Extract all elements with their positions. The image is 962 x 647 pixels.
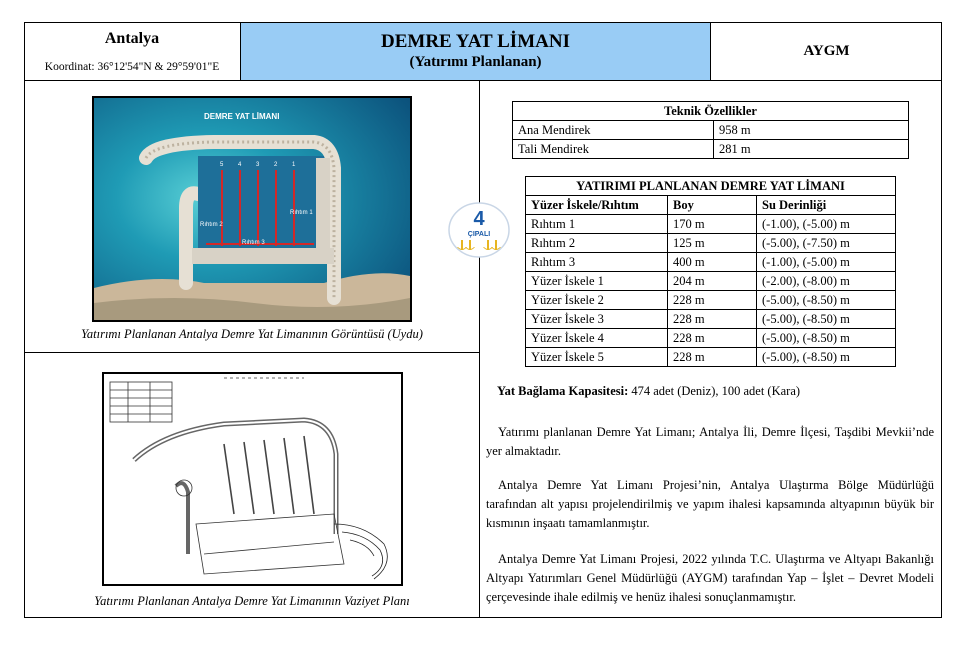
table-cell: (-5.00), (-8.50) m xyxy=(757,291,896,310)
page-title: DEMRE YAT LİMANI xyxy=(381,31,570,52)
site-plan-image xyxy=(102,372,403,586)
pier-number-5: 5 xyxy=(220,162,224,168)
table-row xyxy=(526,310,896,329)
table-row xyxy=(526,348,896,367)
table-row xyxy=(526,253,896,272)
table-cell: Yüzer İskele 1 xyxy=(526,272,668,291)
site-plan-drawing xyxy=(104,374,401,584)
left-row-divider xyxy=(24,352,480,353)
capacity-value: 474 adet (Deniz), 100 adet (Kara) xyxy=(628,384,801,398)
table-cell: (-5.00), (-8.50) m xyxy=(757,310,896,329)
table-cell: 228 m xyxy=(668,310,757,329)
rihtim-1-label: Rıhtım 1 xyxy=(290,210,313,216)
satellite-caption: Yatırımı Planlanan Antalya Demre Yat Limanının Görüntüsü (Uydu) xyxy=(81,327,423,341)
tech-specs-title: Teknik Özellikler xyxy=(513,102,909,121)
rihtim-3-label: Rıhtım 3 xyxy=(242,240,265,246)
column-header: Boy xyxy=(668,196,757,215)
logo-text: ÇIPALI xyxy=(467,231,491,238)
table-cell: (-5.00), (-8.50) m xyxy=(757,329,896,348)
table-row xyxy=(526,234,896,253)
table-cell: (-2.00), (-8.00) m xyxy=(757,272,896,291)
location-name: Antalya xyxy=(104,30,160,47)
table-row xyxy=(526,291,896,310)
table-row xyxy=(513,140,909,159)
table-cell: (-5.00), (-7.50) m xyxy=(757,234,896,253)
table-cell: 204 m xyxy=(668,272,757,291)
table-cell: 958 m xyxy=(714,121,909,140)
pier-number-1: 1 xyxy=(292,162,296,168)
cipali-logo xyxy=(447,201,511,259)
table-cell: 228 m xyxy=(668,291,757,310)
table-row xyxy=(526,177,896,196)
rihtim-2-label: Rıhtım 2 xyxy=(200,222,223,228)
table-cell: 170 m xyxy=(668,215,757,234)
table-row xyxy=(526,215,896,234)
anchor-logo-icon xyxy=(447,201,511,259)
column-divider xyxy=(479,80,480,618)
table-row xyxy=(526,272,896,291)
pier-number-4: 4 xyxy=(238,162,242,168)
pier-number-3: 3 xyxy=(256,162,260,168)
table-cell: (-1.00), (-5.00) m xyxy=(757,215,896,234)
table-cell: 400 m xyxy=(668,253,757,272)
table-row xyxy=(513,121,909,140)
table-cell: 125 m xyxy=(668,234,757,253)
site-plan-caption: Yatırımı Planlanan Antalya Demre Yat Limanının Vaziyet Planı xyxy=(94,594,410,608)
capacity-line xyxy=(497,384,937,399)
agency-name: AYGM xyxy=(803,43,850,59)
table-row xyxy=(513,102,909,121)
table-cell: (-5.00), (-8.50) m xyxy=(757,348,896,367)
table-cell: (-1.00), (-5.00) m xyxy=(757,253,896,272)
capacity-label: Yat Bağlama Kapasitesi: xyxy=(497,384,629,398)
paragraph-infrastructure: Antalya Demre Yat Limanı Projesi’nin, Antalya Ulaştırma Bölge Müdürlüğü tarafından alt yapısı projelendirilmiş ve yapım ihalesi kapsamında altyapının büyük bir kısmının inşaatı tamamlanmıştır. xyxy=(486,478,934,530)
table-header-row xyxy=(526,196,896,215)
paragraph-location: Yatırımı planlanan Demre Yat Limanı; Antalya İli, Demre İlçesi, Taşdibi Mevkii’nde yer almaktadır. xyxy=(486,425,934,458)
column-header: Su Derinliği xyxy=(757,196,896,215)
table-cell: Yüzer İskele 3 xyxy=(526,310,668,329)
pier-number-2: 2 xyxy=(274,162,278,168)
satellite-image xyxy=(92,96,412,322)
column-header: Yüzer İskele/Rıhtım xyxy=(526,196,668,215)
table-cell: Yüzer İskele 4 xyxy=(526,329,668,348)
paragraph-tender: Antalya Demre Yat Limanı Projesi, 2022 yılında T.C. Ulaştırma ve Altyapı Bakanlığı Altyapı Yatırımları Genel Müdürlüğü (AYGM) tarafından Yap – İşlet – Devret Modeli çerçevesinde ihale edilmiş ve henüz ihalesi sonuçlanmamıştır. xyxy=(486,552,934,604)
header-divider xyxy=(24,80,942,81)
table-cell: 281 m xyxy=(714,140,909,159)
planned-harbour-title: YATIRIMI PLANLANAN DEMRE YAT LİMANI xyxy=(526,177,896,196)
page-subtitle: (Yatırımı Planlanan) xyxy=(409,54,542,70)
table-cell: 228 m xyxy=(668,348,757,367)
tech-specs-table xyxy=(512,101,909,159)
table-cell: Ana Mendirek xyxy=(513,121,714,140)
table-cell: Yüzer İskele 2 xyxy=(526,291,668,310)
table-cell: Rıhtım 3 xyxy=(526,253,668,272)
table-cell: Yüzer İskele 5 xyxy=(526,348,668,367)
table-row xyxy=(526,329,896,348)
table-cell: 228 m xyxy=(668,329,757,348)
table-cell: Tali Mendirek xyxy=(513,140,714,159)
table-cell: Rıhtım 2 xyxy=(526,234,668,253)
coordinates: Koordinat: 36°12'54"N & 29°59'01"E xyxy=(44,61,220,73)
planned-harbour-table xyxy=(525,176,896,367)
logo-number: 4 xyxy=(473,208,485,230)
satellite-label: DEMRE YAT LİMANI xyxy=(204,112,280,121)
satellite-drawing xyxy=(94,98,410,320)
table-cell: Rıhtım 1 xyxy=(526,215,668,234)
